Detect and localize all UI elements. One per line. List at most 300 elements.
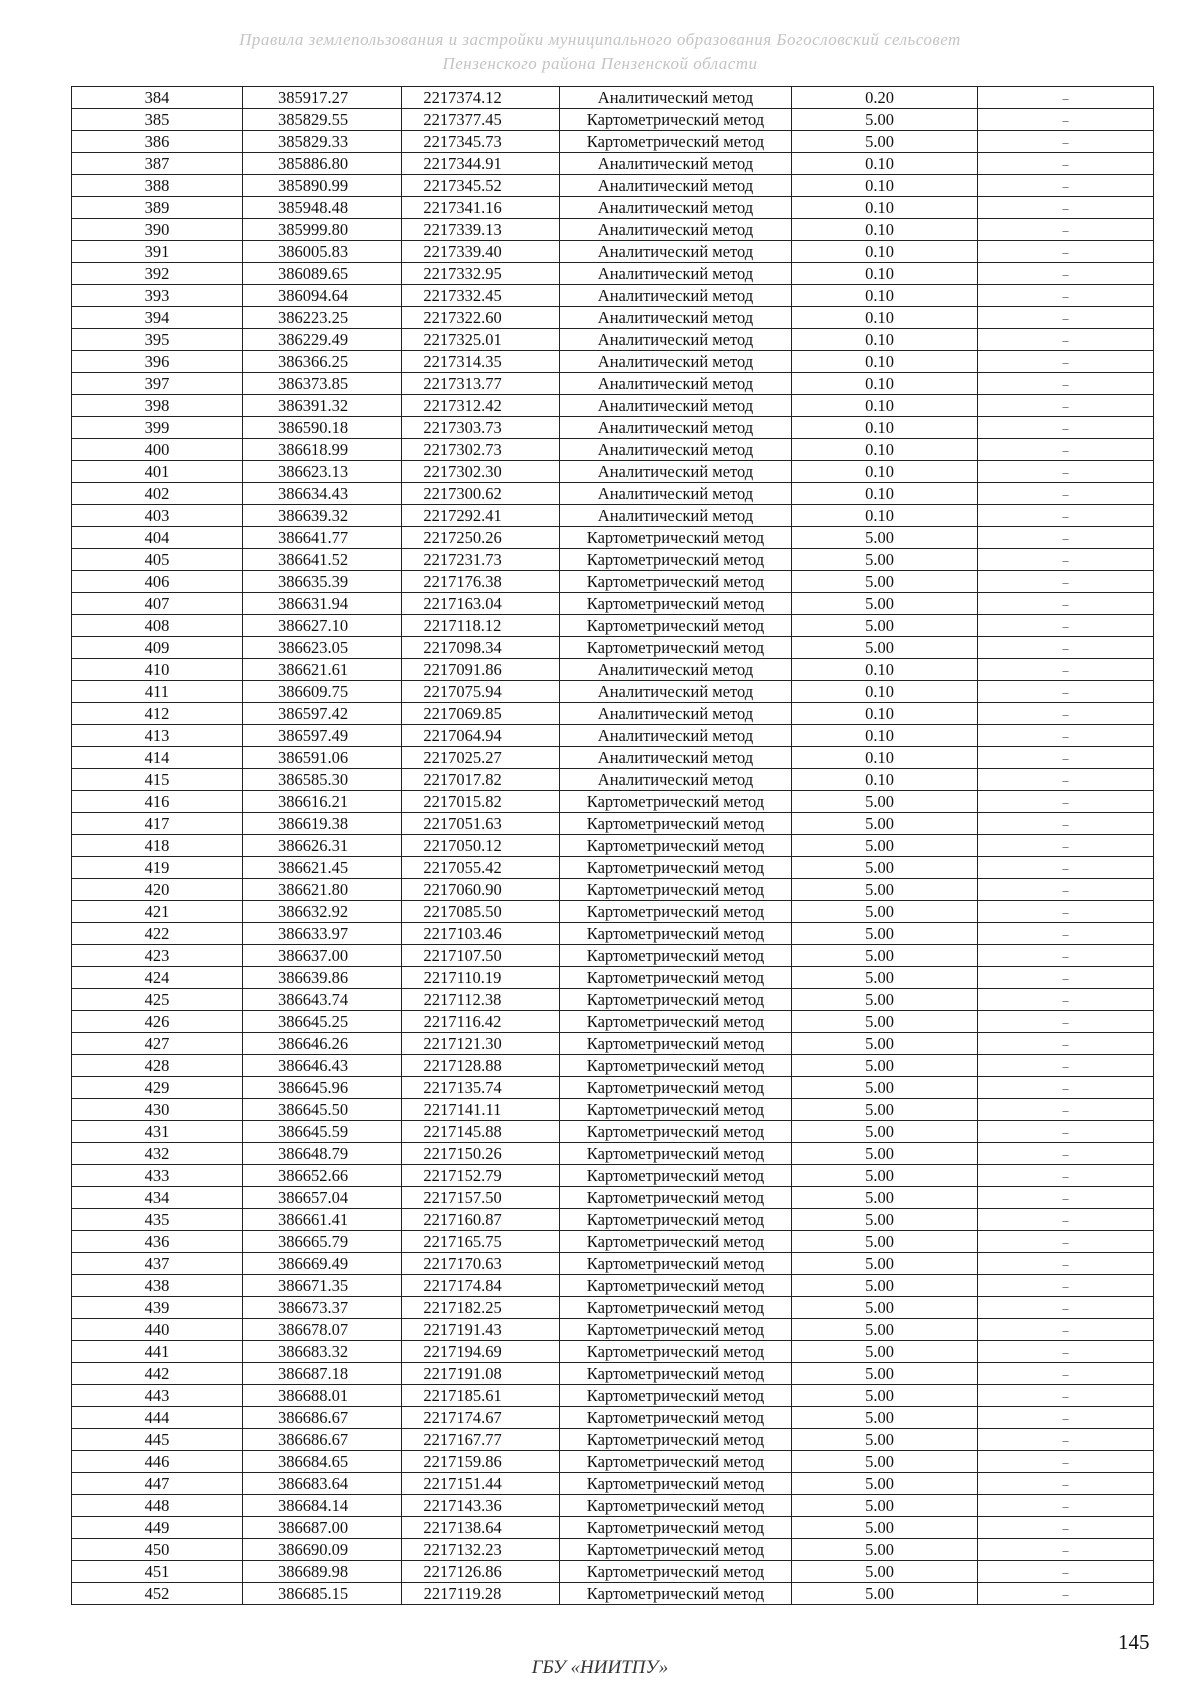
- method-cell: Картометрический метод: [560, 1253, 792, 1275]
- table-row: [72, 1143, 1154, 1165]
- y-coordinate-cell: 2217174.84: [402, 1275, 560, 1297]
- table-row: [72, 637, 1154, 659]
- table-row: [72, 1011, 1154, 1033]
- accuracy-cell: 0.10: [792, 769, 978, 791]
- description-cell: –: [978, 263, 1154, 285]
- table-row: [72, 1187, 1154, 1209]
- accuracy-cell: 5.00: [792, 791, 978, 813]
- point-number-cell: 438: [72, 1275, 243, 1297]
- description-cell: –: [978, 351, 1154, 373]
- method-cell: Аналитический метод: [560, 373, 792, 395]
- method-cell: Аналитический метод: [560, 329, 792, 351]
- y-coordinate-cell: 2217185.61: [402, 1385, 560, 1407]
- point-number-cell: 397: [72, 373, 243, 395]
- table-row: [72, 549, 1154, 571]
- accuracy-cell: 5.00: [792, 1121, 978, 1143]
- point-number-cell: 413: [72, 725, 243, 747]
- point-number-cell: 431: [72, 1121, 243, 1143]
- accuracy-cell: 5.00: [792, 1385, 978, 1407]
- accuracy-cell: 5.00: [792, 901, 978, 923]
- description-cell: –: [978, 967, 1154, 989]
- method-cell: Аналитический метод: [560, 681, 792, 703]
- x-coordinate-cell: 386689.98: [243, 1561, 402, 1583]
- method-cell: Аналитический метод: [560, 263, 792, 285]
- point-number-cell: 423: [72, 945, 243, 967]
- description-cell: –: [978, 1583, 1154, 1605]
- y-coordinate-cell: 2217231.73: [402, 549, 560, 571]
- method-cell: Картометрический метод: [560, 593, 792, 615]
- x-coordinate-cell: 386687.18: [243, 1363, 402, 1385]
- description-cell: –: [978, 1495, 1154, 1517]
- table-row: [72, 659, 1154, 681]
- method-cell: Аналитический метод: [560, 395, 792, 417]
- accuracy-cell: 0.10: [792, 483, 978, 505]
- method-cell: Аналитический метод: [560, 153, 792, 175]
- accuracy-cell: 5.00: [792, 1231, 978, 1253]
- accuracy-cell: 5.00: [792, 1099, 978, 1121]
- y-coordinate-cell: 2217126.86: [402, 1561, 560, 1583]
- x-coordinate-cell: 386591.06: [243, 747, 402, 769]
- table-row: [72, 1583, 1154, 1605]
- table-row: [72, 1495, 1154, 1517]
- accuracy-cell: 0.10: [792, 461, 978, 483]
- table-row: [72, 219, 1154, 241]
- method-cell: Картометрический метод: [560, 791, 792, 813]
- table-row: [72, 1297, 1154, 1319]
- x-coordinate-cell: 386623.13: [243, 461, 402, 483]
- y-coordinate-cell: 2217160.87: [402, 1209, 560, 1231]
- accuracy-cell: 5.00: [792, 1539, 978, 1561]
- accuracy-cell: 5.00: [792, 1363, 978, 1385]
- table-row: [72, 307, 1154, 329]
- point-number-cell: 384: [72, 87, 243, 109]
- description-cell: –: [978, 307, 1154, 329]
- y-coordinate-cell: 2217116.42: [402, 1011, 560, 1033]
- description-cell: –: [978, 527, 1154, 549]
- description-cell: –: [978, 1121, 1154, 1143]
- method-cell: Картометрический метод: [560, 879, 792, 901]
- description-cell: –: [978, 461, 1154, 483]
- point-number-cell: 427: [72, 1033, 243, 1055]
- x-coordinate-cell: 385829.55: [243, 109, 402, 131]
- y-coordinate-cell: 2217339.40: [402, 241, 560, 263]
- point-number-cell: 422: [72, 923, 243, 945]
- method-cell: Картометрический метод: [560, 1231, 792, 1253]
- point-number-cell: 391: [72, 241, 243, 263]
- table-row: [72, 505, 1154, 527]
- accuracy-cell: 5.00: [792, 989, 978, 1011]
- method-cell: Картометрический метод: [560, 1363, 792, 1385]
- point-number-cell: 412: [72, 703, 243, 725]
- accuracy-cell: 0.20: [792, 87, 978, 109]
- y-coordinate-cell: 2217064.94: [402, 725, 560, 747]
- description-cell: –: [978, 549, 1154, 571]
- table-row: [72, 1275, 1154, 1297]
- description-cell: –: [978, 813, 1154, 835]
- point-number-cell: 449: [72, 1517, 243, 1539]
- x-coordinate-cell: 385948.48: [243, 197, 402, 219]
- method-cell: Картометрический метод: [560, 1187, 792, 1209]
- description-cell: –: [978, 1209, 1154, 1231]
- description-cell: –: [978, 1539, 1154, 1561]
- table-row: [72, 747, 1154, 769]
- description-cell: –: [978, 1319, 1154, 1341]
- method-cell: Аналитический метод: [560, 769, 792, 791]
- point-number-cell: 415: [72, 769, 243, 791]
- table-row: [72, 1165, 1154, 1187]
- table-row: [72, 901, 1154, 923]
- description-cell: –: [978, 901, 1154, 923]
- y-coordinate-cell: 2217176.38: [402, 571, 560, 593]
- x-coordinate-cell: 386633.97: [243, 923, 402, 945]
- table-row: [72, 329, 1154, 351]
- table-row: [72, 461, 1154, 483]
- description-cell: –: [978, 1011, 1154, 1033]
- point-number-cell: 406: [72, 571, 243, 593]
- point-number-cell: 428: [72, 1055, 243, 1077]
- x-coordinate-cell: 386619.38: [243, 813, 402, 835]
- description-cell: –: [978, 1099, 1154, 1121]
- table-row: [72, 351, 1154, 373]
- method-cell: Аналитический метод: [560, 461, 792, 483]
- table-row: [72, 681, 1154, 703]
- description-cell: –: [978, 989, 1154, 1011]
- accuracy-cell: 0.10: [792, 197, 978, 219]
- y-coordinate-cell: 2217017.82: [402, 769, 560, 791]
- table-row: [72, 395, 1154, 417]
- accuracy-cell: 5.00: [792, 1165, 978, 1187]
- x-coordinate-cell: 386597.42: [243, 703, 402, 725]
- point-number-cell: 409: [72, 637, 243, 659]
- point-number-cell: 387: [72, 153, 243, 175]
- y-coordinate-cell: 2217170.63: [402, 1253, 560, 1275]
- point-number-cell: 448: [72, 1495, 243, 1517]
- x-coordinate-cell: 386229.49: [243, 329, 402, 351]
- method-cell: Картометрический метод: [560, 1275, 792, 1297]
- description-cell: –: [978, 791, 1154, 813]
- y-coordinate-cell: 2217194.69: [402, 1341, 560, 1363]
- method-cell: Картометрический метод: [560, 967, 792, 989]
- y-coordinate-cell: 2217128.88: [402, 1055, 560, 1077]
- method-cell: Картометрический метод: [560, 901, 792, 923]
- accuracy-cell: 5.00: [792, 923, 978, 945]
- description-cell: –: [978, 153, 1154, 175]
- x-coordinate-cell: 386646.43: [243, 1055, 402, 1077]
- point-number-cell: 430: [72, 1099, 243, 1121]
- table-row: [72, 615, 1154, 637]
- table-row: [72, 835, 1154, 857]
- point-number-cell: 432: [72, 1143, 243, 1165]
- description-cell: –: [978, 87, 1154, 109]
- point-number-cell: 437: [72, 1253, 243, 1275]
- description-cell: –: [978, 593, 1154, 615]
- x-coordinate-cell: 386690.09: [243, 1539, 402, 1561]
- table-row: [72, 1055, 1154, 1077]
- y-coordinate-cell: 2217341.16: [402, 197, 560, 219]
- description-cell: –: [978, 1143, 1154, 1165]
- x-coordinate-cell: 386665.79: [243, 1231, 402, 1253]
- accuracy-cell: 5.00: [792, 1319, 978, 1341]
- accuracy-cell: 5.00: [792, 571, 978, 593]
- method-cell: Картометрический метод: [560, 1341, 792, 1363]
- description-cell: –: [978, 1451, 1154, 1473]
- method-cell: Аналитический метод: [560, 747, 792, 769]
- x-coordinate-cell: 386684.65: [243, 1451, 402, 1473]
- x-coordinate-cell: 386094.64: [243, 285, 402, 307]
- description-cell: –: [978, 1077, 1154, 1099]
- accuracy-cell: 5.00: [792, 1495, 978, 1517]
- point-number-cell: 426: [72, 1011, 243, 1033]
- x-coordinate-cell: 386685.15: [243, 1583, 402, 1605]
- method-cell: Аналитический метод: [560, 307, 792, 329]
- x-coordinate-cell: 386626.31: [243, 835, 402, 857]
- table-row: [72, 1539, 1154, 1561]
- y-coordinate-cell: 2217325.01: [402, 329, 560, 351]
- description-cell: –: [978, 1253, 1154, 1275]
- description-cell: –: [978, 769, 1154, 791]
- accuracy-cell: 5.00: [792, 1451, 978, 1473]
- method-cell: Картометрический метод: [560, 1495, 792, 1517]
- accuracy-cell: 5.00: [792, 615, 978, 637]
- table-row: [72, 175, 1154, 197]
- method-cell: Картометрический метод: [560, 835, 792, 857]
- description-cell: –: [978, 109, 1154, 131]
- point-number-cell: 447: [72, 1473, 243, 1495]
- description-cell: –: [978, 1561, 1154, 1583]
- description-cell: –: [978, 505, 1154, 527]
- x-coordinate-cell: 386005.83: [243, 241, 402, 263]
- x-coordinate-cell: 385999.80: [243, 219, 402, 241]
- y-coordinate-cell: 2217157.50: [402, 1187, 560, 1209]
- method-cell: Картометрический метод: [560, 1539, 792, 1561]
- accuracy-cell: 5.00: [792, 857, 978, 879]
- method-cell: Аналитический метод: [560, 219, 792, 241]
- y-coordinate-cell: 2217119.28: [402, 1583, 560, 1605]
- y-coordinate-cell: 2217303.73: [402, 417, 560, 439]
- y-coordinate-cell: 2217075.94: [402, 681, 560, 703]
- x-coordinate-cell: 386678.07: [243, 1319, 402, 1341]
- y-coordinate-cell: 2217015.82: [402, 791, 560, 813]
- accuracy-cell: 0.10: [792, 747, 978, 769]
- method-cell: Картометрический метод: [560, 1077, 792, 1099]
- accuracy-cell: 5.00: [792, 593, 978, 615]
- accuracy-cell: 0.10: [792, 681, 978, 703]
- x-coordinate-cell: 386645.50: [243, 1099, 402, 1121]
- method-cell: Картометрический метод: [560, 923, 792, 945]
- y-coordinate-cell: 2217138.64: [402, 1517, 560, 1539]
- method-cell: Аналитический метод: [560, 703, 792, 725]
- x-coordinate-cell: 386637.00: [243, 945, 402, 967]
- accuracy-cell: 5.00: [792, 549, 978, 571]
- table-row: [72, 1209, 1154, 1231]
- point-number-cell: 443: [72, 1385, 243, 1407]
- x-coordinate-cell: 386621.80: [243, 879, 402, 901]
- table-row: [72, 725, 1154, 747]
- x-coordinate-cell: 386641.77: [243, 527, 402, 549]
- table-row: [72, 1341, 1154, 1363]
- x-coordinate-cell: 385917.27: [243, 87, 402, 109]
- point-number-cell: 442: [72, 1363, 243, 1385]
- x-coordinate-cell: 386609.75: [243, 681, 402, 703]
- point-number-cell: 441: [72, 1341, 243, 1363]
- accuracy-cell: 5.00: [792, 1187, 978, 1209]
- table-row: [72, 769, 1154, 791]
- table-row: [72, 109, 1154, 131]
- accuracy-cell: 5.00: [792, 1033, 978, 1055]
- method-cell: Картометрический метод: [560, 1165, 792, 1187]
- point-number-cell: 390: [72, 219, 243, 241]
- x-coordinate-cell: 386223.25: [243, 307, 402, 329]
- method-cell: Картометрический метод: [560, 1055, 792, 1077]
- accuracy-cell: 0.10: [792, 241, 978, 263]
- running-header: [0, 28, 1200, 76]
- table-row: [72, 1517, 1154, 1539]
- description-cell: –: [978, 1033, 1154, 1055]
- x-coordinate-cell: 386635.39: [243, 571, 402, 593]
- description-cell: –: [978, 197, 1154, 219]
- description-cell: –: [978, 1429, 1154, 1451]
- x-coordinate-cell: 386661.41: [243, 1209, 402, 1231]
- table-row: [72, 1253, 1154, 1275]
- table-row: [72, 1319, 1154, 1341]
- table-row: [72, 703, 1154, 725]
- x-coordinate-cell: 386639.86: [243, 967, 402, 989]
- description-cell: –: [978, 175, 1154, 197]
- y-coordinate-cell: 2217085.50: [402, 901, 560, 923]
- description-cell: –: [978, 637, 1154, 659]
- point-number-cell: 398: [72, 395, 243, 417]
- description-cell: –: [978, 1341, 1154, 1363]
- table-row: [72, 1473, 1154, 1495]
- point-number-cell: 414: [72, 747, 243, 769]
- point-number-cell: 444: [72, 1407, 243, 1429]
- method-cell: Картометрический метод: [560, 1429, 792, 1451]
- table-row: [72, 153, 1154, 175]
- point-number-cell: 452: [72, 1583, 243, 1605]
- table-row: [72, 1429, 1154, 1451]
- table-row: [72, 241, 1154, 263]
- x-coordinate-cell: 386643.74: [243, 989, 402, 1011]
- table-row: [72, 1033, 1154, 1055]
- point-number-cell: 402: [72, 483, 243, 505]
- method-cell: Картометрический метод: [560, 1033, 792, 1055]
- point-number-cell: 405: [72, 549, 243, 571]
- x-coordinate-cell: 386618.99: [243, 439, 402, 461]
- accuracy-cell: 5.00: [792, 1143, 978, 1165]
- description-cell: –: [978, 373, 1154, 395]
- x-coordinate-cell: 386623.05: [243, 637, 402, 659]
- point-number-cell: 401: [72, 461, 243, 483]
- accuracy-cell: 5.00: [792, 879, 978, 901]
- y-coordinate-cell: 2217250.26: [402, 527, 560, 549]
- y-coordinate-cell: 2217103.46: [402, 923, 560, 945]
- x-coordinate-cell: 386366.25: [243, 351, 402, 373]
- accuracy-cell: 0.10: [792, 153, 978, 175]
- method-cell: Картометрический метод: [560, 1583, 792, 1605]
- method-cell: Картометрический метод: [560, 1473, 792, 1495]
- description-cell: –: [978, 483, 1154, 505]
- method-cell: Картометрический метод: [560, 1561, 792, 1583]
- point-number-cell: 421: [72, 901, 243, 923]
- method-cell: Аналитический метод: [560, 483, 792, 505]
- table-row: [72, 197, 1154, 219]
- point-number-cell: 408: [72, 615, 243, 637]
- method-cell: Картометрический метод: [560, 109, 792, 131]
- x-coordinate-cell: 386646.26: [243, 1033, 402, 1055]
- y-coordinate-cell: 2217091.86: [402, 659, 560, 681]
- point-number-cell: 393: [72, 285, 243, 307]
- accuracy-cell: 0.10: [792, 263, 978, 285]
- description-cell: –: [978, 747, 1154, 769]
- x-coordinate-cell: 386373.85: [243, 373, 402, 395]
- accuracy-cell: 0.10: [792, 659, 978, 681]
- point-number-cell: 403: [72, 505, 243, 527]
- description-cell: –: [978, 681, 1154, 703]
- x-coordinate-cell: 386688.01: [243, 1385, 402, 1407]
- x-coordinate-cell: 386634.43: [243, 483, 402, 505]
- description-cell: –: [978, 945, 1154, 967]
- x-coordinate-cell: 386683.32: [243, 1341, 402, 1363]
- table-row: [72, 1099, 1154, 1121]
- point-number-cell: 417: [72, 813, 243, 835]
- method-cell: Аналитический метод: [560, 439, 792, 461]
- coordinates-table-body: [72, 87, 1154, 1605]
- accuracy-cell: 5.00: [792, 1011, 978, 1033]
- table-row: [72, 1077, 1154, 1099]
- y-coordinate-cell: 2217314.35: [402, 351, 560, 373]
- accuracy-cell: 5.00: [792, 1275, 978, 1297]
- x-coordinate-cell: 386645.59: [243, 1121, 402, 1143]
- method-cell: Картометрический метод: [560, 945, 792, 967]
- y-coordinate-cell: 2217145.88: [402, 1121, 560, 1143]
- accuracy-cell: 0.10: [792, 351, 978, 373]
- table-row: [72, 1231, 1154, 1253]
- x-coordinate-cell: 386631.94: [243, 593, 402, 615]
- x-coordinate-cell: 386585.30: [243, 769, 402, 791]
- y-coordinate-cell: 2217135.74: [402, 1077, 560, 1099]
- y-coordinate-cell: 2217025.27: [402, 747, 560, 769]
- table-row: [72, 879, 1154, 901]
- footer-organization: ГБУ «НИИТПУ»: [531, 1657, 669, 1678]
- y-coordinate-cell: 2217069.85: [402, 703, 560, 725]
- point-number-cell: 389: [72, 197, 243, 219]
- accuracy-cell: 5.00: [792, 109, 978, 131]
- y-coordinate-cell: 2217312.42: [402, 395, 560, 417]
- point-number-cell: 435: [72, 1209, 243, 1231]
- accuracy-cell: 0.10: [792, 703, 978, 725]
- table-row: [72, 571, 1154, 593]
- x-coordinate-cell: 386621.61: [243, 659, 402, 681]
- y-coordinate-cell: 2217055.42: [402, 857, 560, 879]
- x-coordinate-cell: 385829.33: [243, 131, 402, 153]
- method-cell: Аналитический метод: [560, 87, 792, 109]
- y-coordinate-cell: 2217345.52: [402, 175, 560, 197]
- table-row: [72, 1121, 1154, 1143]
- accuracy-cell: 0.10: [792, 175, 978, 197]
- point-number-cell: 425: [72, 989, 243, 1011]
- table-row: [72, 1363, 1154, 1385]
- y-coordinate-cell: 2217060.90: [402, 879, 560, 901]
- method-cell: Картометрический метод: [560, 615, 792, 637]
- accuracy-cell: 5.00: [792, 1253, 978, 1275]
- accuracy-cell: 5.00: [792, 835, 978, 857]
- y-coordinate-cell: 2217174.67: [402, 1407, 560, 1429]
- description-cell: –: [978, 219, 1154, 241]
- description-cell: –: [978, 1385, 1154, 1407]
- accuracy-cell: 0.10: [792, 439, 978, 461]
- accuracy-cell: 5.00: [792, 1341, 978, 1363]
- point-number-cell: 420: [72, 879, 243, 901]
